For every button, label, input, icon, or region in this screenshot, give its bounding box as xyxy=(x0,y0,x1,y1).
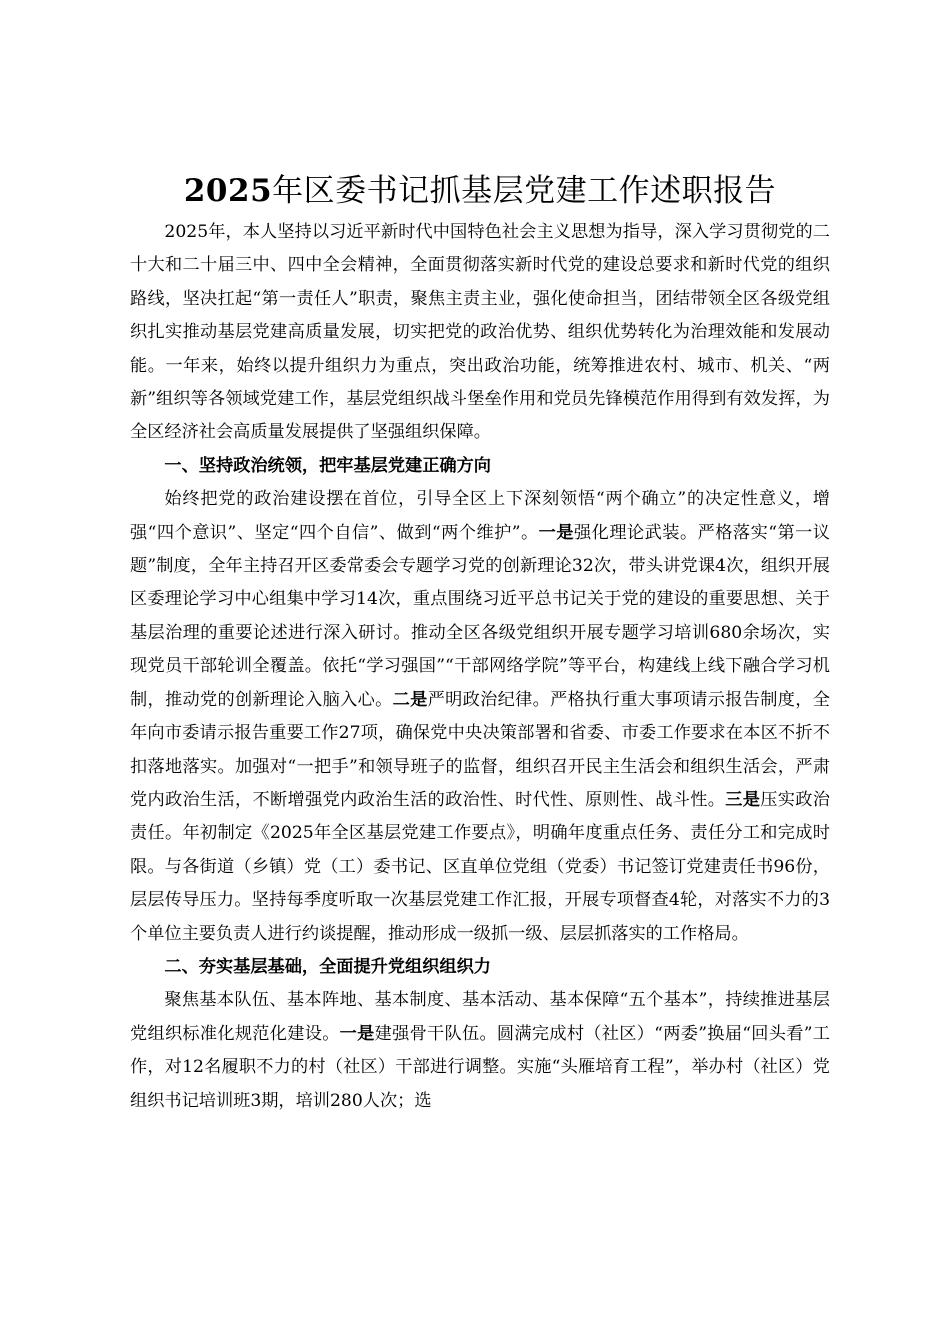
section-2-text-1: 聚焦基本队伍、基本阵地、基本制度、基本活动、基本保障“五个基本”，持续推进基层党组织标准化规范化建设。 xyxy=(130,990,830,1044)
intro-paragraph: 2025年，本人坚持以习近平新时代中国特色社会主义思想为指导，深入学习贯彻党的二十大和二十届三中、四中全会精神，全面贯彻落实新时代党的建设总要求和新时代党的组织路线，坚决扛起“第一责任人”职责，聚焦主责主业，强化使命担当，团结带领全区各级党组织扎实推动基层党建高质量发展，切实把党的政治优势、组织优势转化为治理效能和发展动能。一年来，始终以提升组织力为重点，突出政治功能，统筹推进农村、城市、机关、“两新”组织等各领域党建工作，基层党组织战斗堡垒作用和党员先锋模范作用得到有效发挥，为全区经济社会高质量发展提供了坚强组织保障。 xyxy=(130,222,830,443)
document-body xyxy=(130,168,830,1118)
section-2-text-2: 建强骨干队伍。圆满完成村（社区）“两委”换届“回头看”工作，对12名履职不力的村（社区）干部进行调整。实施“头雁培育工程”，举办村（社区）党组织书记培训班3期，培训280人次；选 xyxy=(130,1023,830,1111)
section-2-heading: 二、夯实基层基础，全面提升党组织组织力 xyxy=(164,956,491,977)
section-1-text-2: 强化理论武装。严格落实“第一议题”制度，全年主持召开区委常委会专题学习党的创新理论32次，带头讲党课4次，组织开展区委理论学习中心组集中学习14次，重点围绕习近平总书记关于党的建设的重要思想、关于基层治理的重要论述进行深入研讨。推动全区各级党组织开展专题学习培训680余场次，实现党员干部轮训全覆盖。依托“学习强国”“干部网络学院”等平台，构建线上线下融合学习机制，推动党的创新理论入脑入心。 xyxy=(130,522,830,710)
section-1-paragraph xyxy=(130,483,830,951)
section-1-text-1: 始终把党的政治建设摆在首位，引导全区上下深刻领悟“两个确立”的决定性意义，增强“四个意识”、坚定“四个自信”、做到“两个维护”。 xyxy=(130,489,830,543)
section-2-paragraph xyxy=(130,984,830,1118)
section-2-keyword-1: 一是 xyxy=(339,1023,375,1044)
section-1-text-3: 严明政治纪律。严格执行重大事项请示报告制度，全年向市委请示报告重要工作27项，确保党中央决策部署和省委、市委工作要求在本区不折不扣落地落实。加强对“一把手”和领导班子的监督，组织召开民主生活会和组织生活会，严肃党内政治生活，不断增强党内政治生活的政治性、时代性、原则性、战斗性。 xyxy=(130,689,830,810)
section-1-text-4: 压实政治责任。年初制定《2025年全区基层党建工作要点》，明确年度重点任务、责任分工和完成时限。与各街道（乡镇）党（工）委书记、区直单位党组（党委）书记签订党建责任书96份，层层传导压力。坚持每季度听取一次基层党建工作汇报，开展专项督查4轮，对落实不力的3个单位主要负责人进行约谈提醒，推动形成一级抓一级、层层抓落实的工作格局。 xyxy=(130,789,830,944)
title-year: 2025 xyxy=(183,173,273,209)
document-title xyxy=(130,168,830,214)
section-1-keyword-1: 一是 xyxy=(538,522,574,543)
title-text: 年区委书记抓基层党建工作述职报告 xyxy=(272,173,777,209)
section-1-keyword-3: 三是 xyxy=(725,789,761,810)
section-1-keyword-2: 二是 xyxy=(392,689,428,710)
section-1-heading: 一、坚持政治统领，把牢基层党建正确方向 xyxy=(164,455,491,476)
